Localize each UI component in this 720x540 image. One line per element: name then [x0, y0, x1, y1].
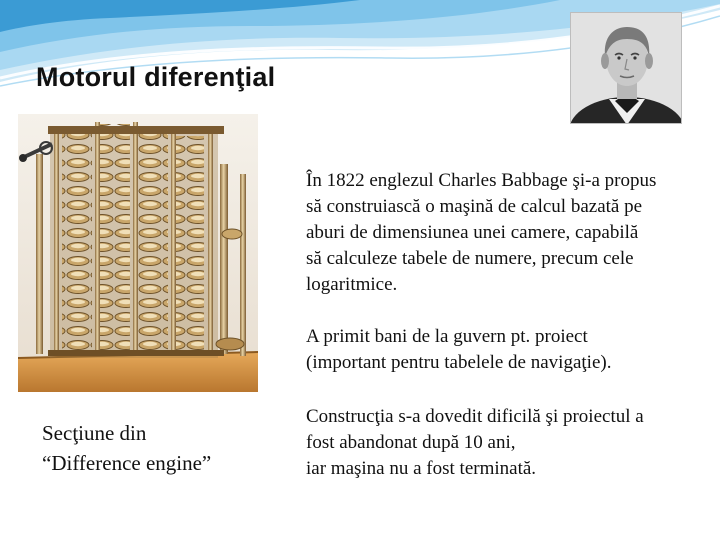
paragraph-line: să calculeze tabele de numere, precum cele	[306, 248, 634, 269]
paragraph-line: A primit bani de la guvern pt. proiect	[306, 326, 588, 347]
paragraph-line: să construiască o maşină de calcul bazată pe	[306, 196, 643, 217]
slide-title: Motorul diferenţial	[36, 62, 276, 92]
paragraph-babbage-proposal	[306, 168, 656, 298]
paragraph-line: iar maşina nu a fost terminată.	[306, 458, 537, 479]
difference-engine-photo	[18, 114, 258, 392]
caption-line: “Difference engine”	[42, 451, 212, 475]
paragraph-line: În 1822 englezul Charles Babbage şi-a propus	[306, 170, 657, 191]
paragraph-line: Construcţia s-a dovedit dificilă şi proiectul a	[306, 406, 644, 427]
paragraph-project-abandoned	[306, 404, 644, 482]
paragraph-line: (important pentru tabelele de navigaţie).	[306, 352, 612, 373]
portrait-photo	[570, 12, 682, 124]
paragraph-line: aburi de dimensiunea unei camere, capabilă	[306, 222, 639, 243]
paragraph-line: logaritmice.	[306, 274, 398, 295]
paragraph-line: fost abandonat după 10 ani,	[306, 432, 516, 453]
caption-line: Secţiune din	[42, 421, 147, 445]
image-caption	[42, 418, 211, 478]
paragraph-government-funding	[306, 324, 611, 376]
